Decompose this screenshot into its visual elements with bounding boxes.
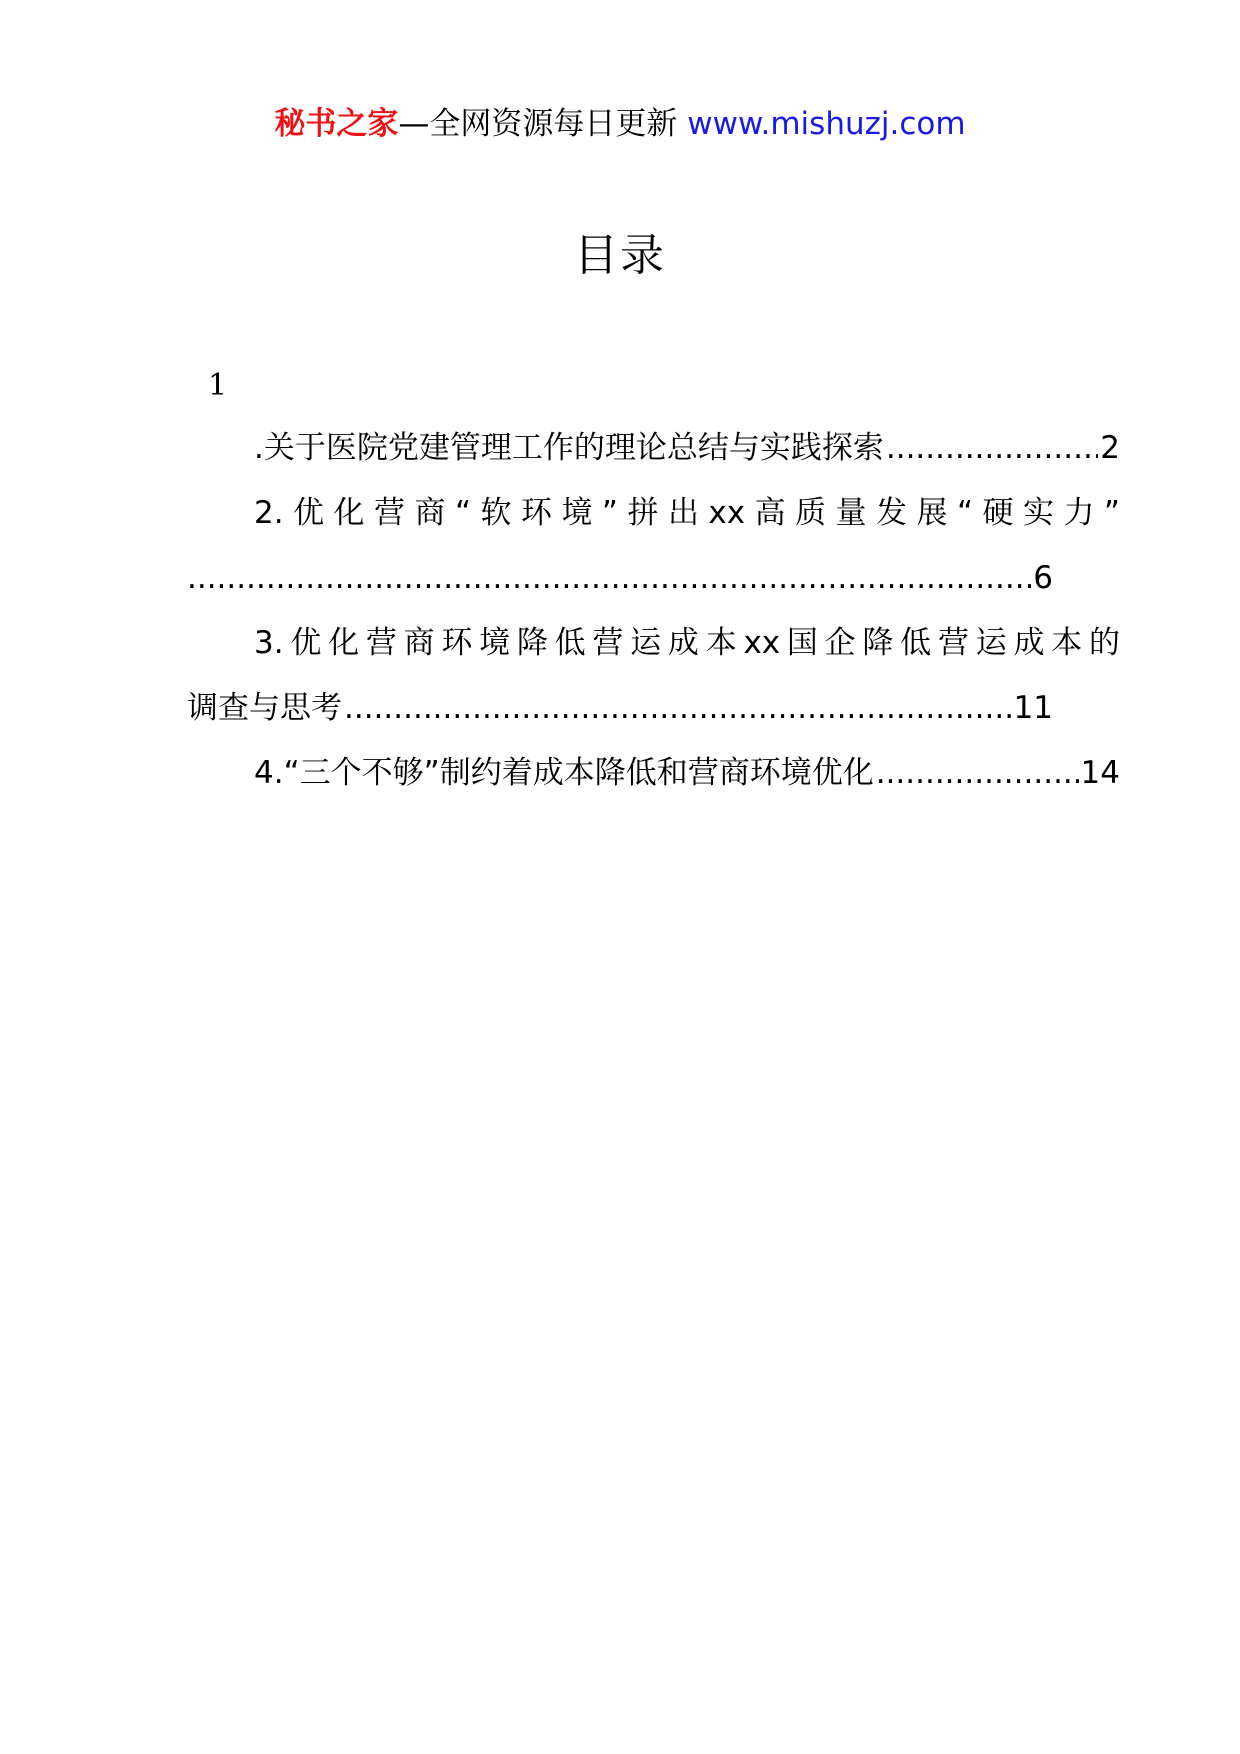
toc-entry-2[interactable] — [187, 487, 1120, 539]
toc-entry-title: 4.“三个不够”制约着成本降低和营商环境优化 — [254, 755, 874, 791]
toc-leader-dots — [187, 552, 1031, 604]
toc-entry-title: .关于医院党建管理工作的理论总结与实践探索 — [254, 430, 884, 466]
toc-entry-4[interactable] — [187, 747, 1120, 799]
site-url-link[interactable]: www.mishuzj.com — [687, 106, 966, 142]
toc-entry-2-continuation[interactable] — [187, 552, 1053, 604]
toc-leader-dots — [344, 682, 1012, 734]
brand-name: 秘书之家 — [274, 106, 399, 142]
toc-leader-dots — [886, 422, 1098, 474]
toc-entry-title-line1: 3.优化营商环境降低营运成本xx国企降低营运成本的 — [254, 625, 1120, 661]
list-number-marker: 1 — [208, 368, 228, 403]
toc-entry-title: 2.优化营商“软环境”拼出xx高质量发展“硬实力” — [254, 495, 1120, 531]
toc-page-number: 11 — [1013, 690, 1053, 726]
toc-leader-dots — [876, 747, 1079, 799]
toc-page-number: 6 — [1033, 560, 1053, 596]
header-tagline: —全网资源每日更新 — [398, 106, 678, 142]
toc-entry-3[interactable] — [187, 617, 1120, 669]
toc-entry-3-continuation[interactable] — [187, 682, 1053, 734]
toc-entry-1[interactable] — [187, 422, 1120, 474]
page-header — [0, 102, 1240, 146]
toc-page-number: 2 — [1100, 430, 1120, 466]
toc-page-number: 14 — [1080, 755, 1120, 791]
toc-entry-title-line2: 调查与思考 — [187, 690, 342, 726]
page-title: 目录 — [574, 230, 666, 281]
